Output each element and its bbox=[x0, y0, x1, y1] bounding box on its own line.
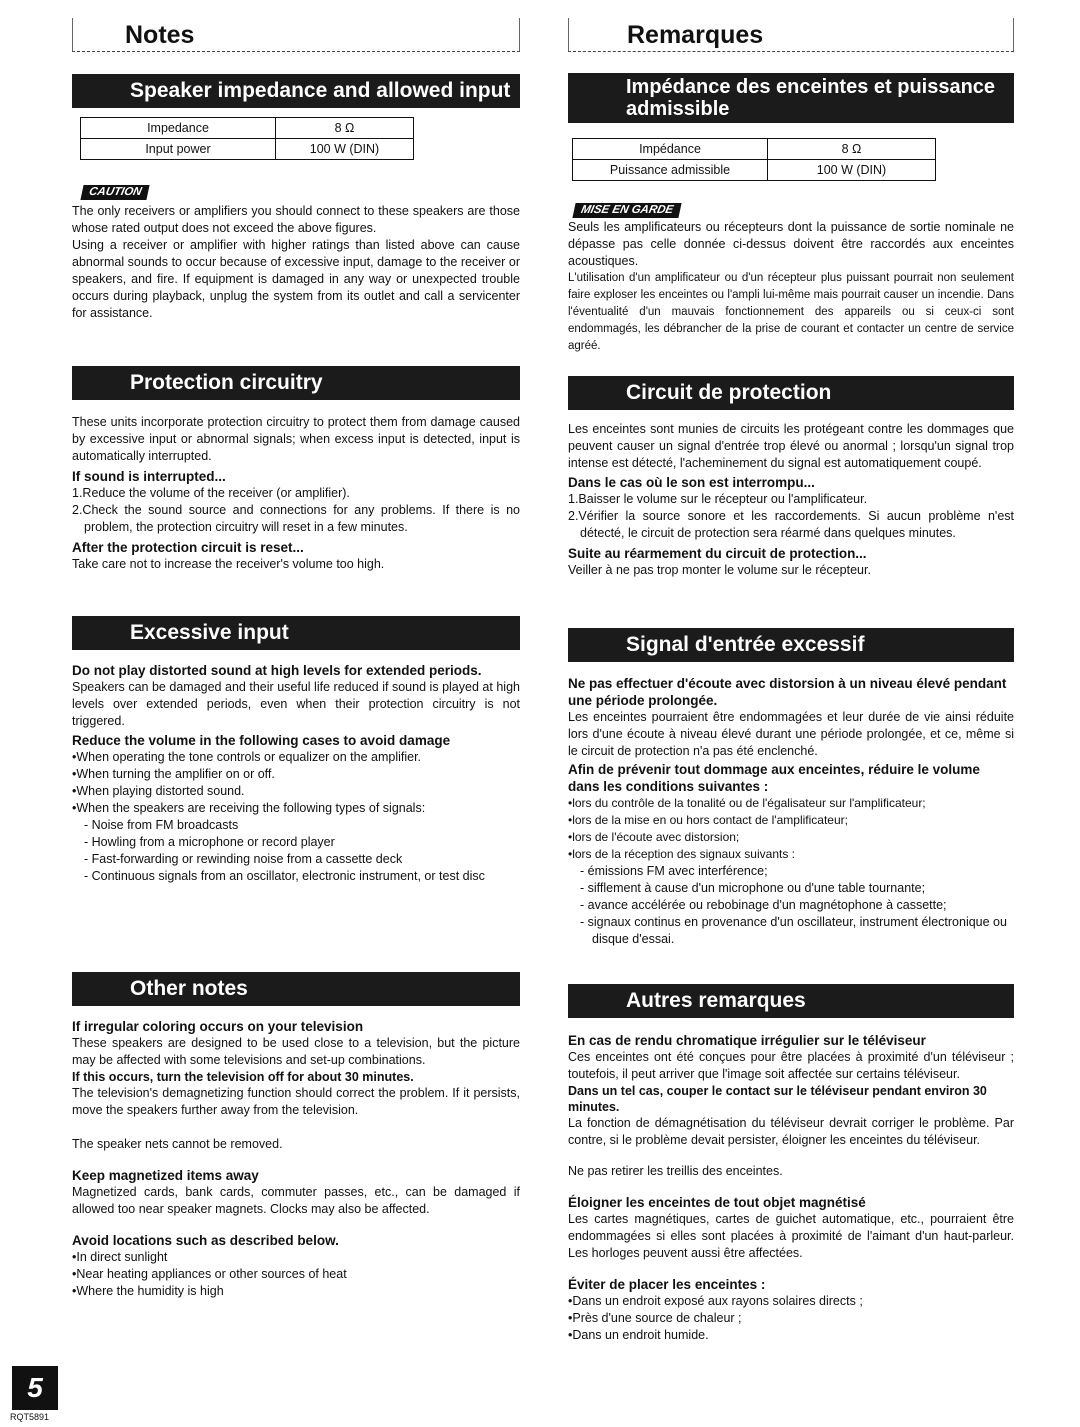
subheading: Avoid locations such as described below. bbox=[72, 1233, 339, 1248]
subheading: Keep magnetized items away bbox=[72, 1168, 259, 1183]
table-cell: 8 Ω bbox=[276, 118, 414, 139]
list-item: - avance accélérée ou rebobinage d'un magnétophone à cassette; bbox=[580, 898, 947, 912]
subheading: If sound is interrupted... bbox=[72, 469, 226, 484]
list-item: •Dans un endroit exposé aux rayons solaires directs ; bbox=[568, 1294, 863, 1308]
list-item: •lors de la réception des signaux suivants : bbox=[568, 847, 795, 861]
list-item: •Dans un endroit humide. bbox=[568, 1328, 709, 1342]
table-cell: 100 W (DIN) bbox=[276, 139, 414, 160]
paragraph: Using a receiver or amplifier with higher ratings than listed above can cause abnormal sounds to occur because of excessive input, damage to the receiver or speakers, and fire. If equipment is damaged in any way or unexpected trouble occurs during playback, unplug the system from its outlet and call a servicenter for assistance. bbox=[72, 238, 520, 320]
bullet-list bbox=[568, 1293, 1014, 1344]
list-item: •Near heating appliances or other sources of heat bbox=[72, 1267, 347, 1281]
list-item: •When operating the tone controls or equalizer on the amplifier. bbox=[72, 750, 422, 764]
heading-speaker-impedance: Speaker impedance and allowed input bbox=[72, 74, 520, 108]
list-item: •Where the humidity is high bbox=[72, 1284, 224, 1298]
paragraph: La fonction de démagnétisation du téléviseur devrait corriger le problème. Par contre, si le problème devait persister, éloigner les enceintes du téléviseur. bbox=[568, 1116, 1014, 1147]
table-cell: 100 W (DIN) bbox=[768, 160, 936, 181]
paragraph: Magnetized cards, bank cards, commuter passes, etc., can be damaged if allowed too near speaker magnets. Clocks may also be affected. bbox=[72, 1185, 520, 1216]
heading-circuit-protection: Circuit de protection bbox=[568, 376, 1014, 410]
list-item: •When the speakers are receiving the following types of signals: bbox=[72, 801, 426, 815]
caution-text bbox=[72, 203, 520, 322]
excessive-input-section-fr bbox=[568, 675, 1014, 948]
list-item: - émissions FM avec interférence; bbox=[580, 864, 768, 878]
subheading: If irregular coloring occurs on your television bbox=[72, 1019, 364, 1034]
list-item: 2.Vérifier la source sonore et les raccordements. Si aucun problème n'est détecté, le circuit de protection sera réarmé dans quelques minutes. bbox=[568, 509, 1014, 540]
table-cell: Impédance bbox=[573, 139, 768, 160]
heading-protection-circuitry: Protection circuitry bbox=[72, 366, 520, 400]
list-item: 1.Reduce the volume of the receiver (or amplifier). bbox=[72, 486, 350, 500]
spec-table bbox=[80, 117, 414, 160]
paragraph: These speakers are designed to be used close to a television, but the picture may be affected with some televisions and set-up combinations. bbox=[72, 1036, 520, 1067]
numbered-list bbox=[568, 491, 1014, 542]
protection-section-fr bbox=[568, 421, 1014, 579]
paragraph: Seuls les amplificateurs ou récepteurs dont la puissance de sortie nominale ne dépasse pas celle donnée ci-dessus doivent être raccordés aux enceintes acoustiques. bbox=[568, 220, 1014, 268]
paragraph: Veiller à ne pas trop monter le volume sur le récepteur. bbox=[568, 563, 871, 577]
list-item: - Continuous signals from an oscillator, electronic instrument, or test disc bbox=[84, 869, 485, 883]
list-item: •In direct sunlight bbox=[72, 1250, 168, 1264]
subheading: Éviter de placer les enceintes : bbox=[568, 1277, 766, 1292]
table-row bbox=[573, 139, 936, 160]
spec-table-fr bbox=[572, 138, 936, 181]
list-item: - Fast-forwarding or rewinding noise from a cassette deck bbox=[84, 852, 403, 866]
list-item: - signaux continus en provenance d'un oscillateur, instrument électronique ou disque d'essai. bbox=[580, 915, 1007, 946]
excessive-input-section bbox=[72, 662, 520, 885]
heading-other-notes: Other notes bbox=[72, 972, 520, 1006]
subheading: Dans un tel cas, couper le contact sur le téléviseur pendant environ 30 minutes. bbox=[568, 1084, 987, 1114]
table-cell: Puissance admissible bbox=[573, 160, 768, 181]
subheading: Ne pas effectuer d'écoute avec distorsion à un niveau élevé pendant une période prolongée. bbox=[568, 676, 1007, 708]
bullet-list bbox=[568, 795, 1014, 863]
table-cell: 8 Ω bbox=[768, 139, 936, 160]
paragraph: Take care not to increase the receiver's volume too high. bbox=[72, 557, 385, 571]
paragraph: Les enceintes sont munies de circuits les protégeant contre les dommages que peuvent causer un signal d'entrée trop élevé ou anormal ; lorsqu'un signal trop intense est détecté, l'acheminement du signal est automatiquement coupé. bbox=[568, 422, 1014, 470]
table-row bbox=[573, 160, 936, 181]
list-item: •When turning the amplifier on or off. bbox=[72, 767, 275, 781]
page-number: 5 bbox=[12, 1366, 58, 1410]
subheading: If this occurs, turn the television off for about 30 minutes. bbox=[72, 1070, 414, 1084]
subheading: After the protection circuit is reset... bbox=[72, 540, 304, 555]
bullet-list bbox=[72, 1249, 520, 1300]
table-row bbox=[81, 118, 414, 139]
list-item: •lors de l'écoute avec distorsion; bbox=[568, 830, 740, 844]
paragraph: Les cartes magnétiques, cartes de guichet automatique, etc., pourraient être endommagées si elles sont placées à proximité de l'aimant d'un haut-parleur. Les horloges peuvent aussi être affectées. bbox=[568, 1212, 1014, 1260]
list-item: •lors du contrôle de la tonalité ou de l'égalisateur sur l'amplificateur; bbox=[568, 796, 926, 810]
other-notes-section bbox=[72, 1018, 520, 1300]
subheading: En cas de rendu chromatique irrégulier sur le téléviseur bbox=[568, 1033, 926, 1048]
mise-en-garde-text bbox=[568, 219, 1014, 355]
paragraph: Ne pas retirer les treillis des enceintes. bbox=[568, 1164, 783, 1178]
dash-list bbox=[568, 863, 1014, 948]
subheading: Afin de prévenir tout dommage aux enceintes, réduire le volume dans les conditions suivantes : bbox=[568, 762, 980, 794]
subheading: Suite au réarmement du circuit de protection... bbox=[568, 546, 867, 561]
page-title-remarques: Remarques bbox=[568, 18, 1014, 52]
paragraph: These units incorporate protection circuitry to protect them from damage caused by excessive input or abnormal signals; when excess input is detected, input is automatically interrupted. bbox=[72, 415, 520, 463]
paragraph: Ces enceintes ont été conçues pour être placées à proximité d'un téléviseur ; toutefois, il peut arriver que l'image soit affectée sur certains téléviseur. bbox=[568, 1050, 1014, 1081]
paragraph: The television's demagnetizing function should correct the problem. If it persists, move the speakers further away from the television. bbox=[72, 1086, 520, 1117]
table-row bbox=[81, 139, 414, 160]
subheading: Éloigner les enceintes de tout objet magnétisé bbox=[568, 1195, 866, 1210]
heading-excessive-input: Excessive input bbox=[72, 616, 520, 650]
dash-list bbox=[72, 817, 520, 885]
list-item: •Près d'une source de chaleur ; bbox=[568, 1311, 742, 1325]
caution-badge: CAUTION bbox=[80, 185, 150, 200]
paragraph: Les enceintes pourraient être endommagées et leur durée de vie ainsi réduite lors d'une écoute à niveau élevé durant une période prolongée, et ce, même si le circuit de protection n'a pas été enclenché. bbox=[568, 710, 1014, 758]
paragraph: L'utilisation d'un amplificateur ou d'un récepteur plus puissant pourrait non seulement faire exploser les enceintes ou l'ampli lui-même mais pourrait causer un incendie. Dans l'éventualité d'un mauvais fonctionnement des appareils ou si ceux-ci sont endommagés, les débrancher de la prise de courant et contacter un centre de service agréé. bbox=[568, 272, 1014, 352]
paragraph: Speakers can be damaged and their useful life reduced if sound is played at high levels over extended periods, even when their protection circuitry is not triggered. bbox=[72, 680, 520, 728]
list-item: - sifflement à cause d'un microphone ou d'une table tournante; bbox=[580, 881, 926, 895]
table-cell: Input power bbox=[81, 139, 276, 160]
subheading: Do not play distorted sound at high levels for extended periods. bbox=[72, 663, 482, 678]
paragraph: The only receivers or amplifiers you should connect to these speakers are those whose rated output does not exceed the above figures. bbox=[72, 204, 520, 235]
subheading: Reduce the volume in the following cases to avoid damage bbox=[72, 733, 451, 748]
mise-en-garde-badge: MISE EN GARDE bbox=[572, 203, 681, 218]
table-cell: Impedance bbox=[81, 118, 276, 139]
list-item: •lors de la mise en ou hors contact de l'amplificateur; bbox=[568, 813, 848, 827]
subheading: Dans le cas où le son est interrompu... bbox=[568, 475, 815, 490]
list-item: •When playing distorted sound. bbox=[72, 784, 245, 798]
numbered-list bbox=[72, 485, 520, 536]
list-item: 2.Check the sound source and connections for any problems. If there is no problem, the protection circuitry will reset in a few minutes. bbox=[72, 503, 520, 534]
document-code: RQT5891 bbox=[10, 1412, 50, 1422]
paragraph: The speaker nets cannot be removed. bbox=[72, 1137, 283, 1151]
heading-signal-excessif: Signal d'entrée excessif bbox=[568, 628, 1014, 662]
protection-section bbox=[72, 414, 520, 573]
bullet-list bbox=[72, 749, 520, 817]
list-item: - Noise from FM broadcasts bbox=[84, 818, 239, 832]
heading-impedance-fr: Impédance des enceintes et puissance admissible bbox=[568, 73, 1014, 123]
heading-autres-remarques: Autres remarques bbox=[568, 984, 1014, 1018]
other-notes-section-fr bbox=[568, 1032, 1014, 1344]
list-item: - Howling from a microphone or record player bbox=[84, 835, 335, 849]
list-item: 1.Baisser le volume sur le récepteur ou l'amplificateur. bbox=[568, 492, 868, 506]
page-title-notes: Notes bbox=[72, 18, 520, 52]
